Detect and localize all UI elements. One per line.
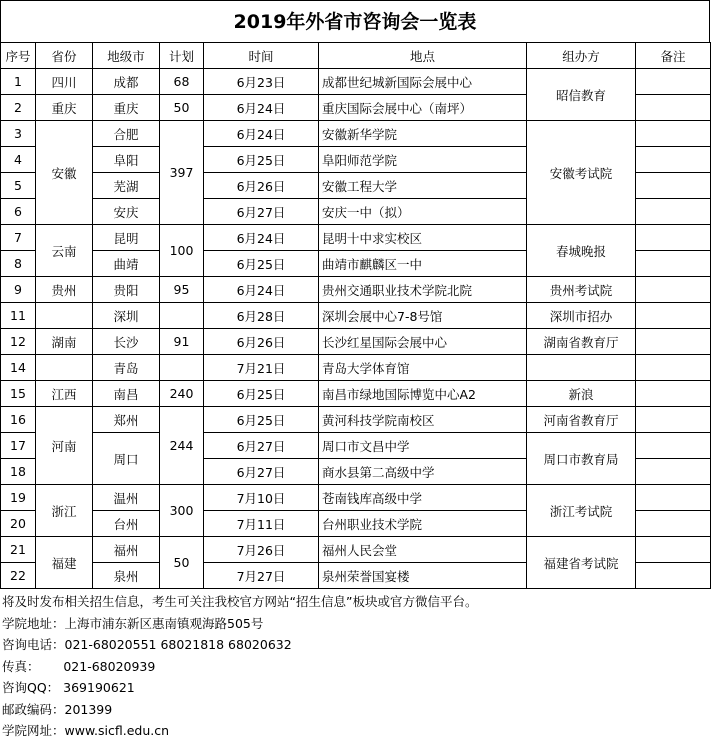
cell-city: 福州 [93, 537, 160, 563]
table-row [1, 225, 711, 251]
header-plan: 计划 [160, 43, 204, 69]
cell-city: 长沙 [93, 329, 160, 355]
cell-no: 8 [1, 251, 36, 277]
cell-organizer: 河南省教育厅 [527, 407, 636, 433]
cell-no: 3 [1, 121, 36, 147]
cell-no: 21 [1, 537, 36, 563]
cell-no: 5 [1, 173, 36, 199]
cell-plan: 50 [160, 95, 204, 121]
cell-remarks [636, 459, 711, 485]
cell-remarks [636, 381, 711, 407]
header-date: 时间 [204, 43, 319, 69]
cell-plan [160, 355, 204, 381]
cell-city: 安庆 [93, 199, 160, 225]
cell-no: 17 [1, 433, 36, 459]
cell-location: 成都世纪城新国际会展中心 [319, 69, 527, 95]
cell-date: 7月10日 [204, 485, 319, 511]
cell-date: 7月21日 [204, 355, 319, 381]
consultation-table [0, 42, 711, 589]
cell-location: 安徽新华学院 [319, 121, 527, 147]
cell-remarks [636, 329, 711, 355]
cell-location: 黄河科技学院南校区 [319, 407, 527, 433]
table-row [1, 485, 711, 511]
cell-date: 6月25日 [204, 147, 319, 173]
cell-location: 苍南钱库高级中学 [319, 485, 527, 511]
cell-no: 2 [1, 95, 36, 121]
cell-organizer: 安徽考试院 [527, 121, 636, 225]
cell-province: 江西 [36, 381, 93, 407]
cell-date: 6月28日 [204, 303, 319, 329]
cell-province: 四川 [36, 69, 93, 95]
address-line: 学院地址：上海市浦东新区惠南镇观海路505号 [2, 615, 264, 631]
cell-no: 20 [1, 511, 36, 537]
cell-location: 昆明十中求实校区 [319, 225, 527, 251]
website-line: 学院网址：www.sicfl.edu.cn [2, 723, 170, 738]
cell-remarks [636, 407, 711, 433]
cell-remarks [636, 147, 711, 173]
cell-city: 贵阳 [93, 277, 160, 303]
cell-no: 18 [1, 459, 36, 485]
cell-date: 6月26日 [204, 173, 319, 199]
cell-remarks [636, 95, 711, 121]
header-row [1, 43, 711, 69]
table-row [1, 69, 711, 95]
cell-organizer: 周口市教育局 [527, 433, 636, 485]
phone-line: 咨询电话：021-68020551 68021818 68020632 [2, 637, 292, 652]
cell-location: 周口市文昌中学 [319, 433, 527, 459]
cell-plan: 91 [160, 329, 204, 355]
cell-date: 6月24日 [204, 225, 319, 251]
contact-notes [2, 591, 477, 742]
cell-location: 贵州交通职业技术学院北院 [319, 277, 527, 303]
cell-remarks [636, 355, 711, 381]
cell-date: 7月26日 [204, 537, 319, 563]
cell-location: 福州人民会堂 [319, 537, 527, 563]
cell-date: 6月23日 [204, 69, 319, 95]
table-row [1, 355, 711, 381]
table-row [1, 329, 711, 355]
table-title: 2019年外省市咨询会一览表 [0, 0, 710, 42]
cell-remarks [636, 563, 711, 589]
cell-location: 安徽工程大学 [319, 173, 527, 199]
cell-province: 浙江 [36, 485, 93, 537]
cell-location: 深圳会展中心7-8号馆 [319, 303, 527, 329]
cell-city: 温州 [93, 485, 160, 511]
cell-location: 泉州荣誉国宴楼 [319, 563, 527, 589]
header-province: 省份 [36, 43, 93, 69]
cell-remarks [636, 225, 711, 251]
cell-city: 合肥 [93, 121, 160, 147]
cell-organizer: 浙江考试院 [527, 485, 636, 537]
cell-city: 昆明 [93, 225, 160, 251]
cell-city: 成都 [93, 69, 160, 95]
cell-plan: 68 [160, 69, 204, 95]
cell-plan [160, 303, 204, 329]
cell-city: 深圳 [93, 303, 160, 329]
cell-plan: 244 [160, 407, 204, 485]
cell-remarks [636, 433, 711, 459]
table-row [1, 537, 711, 563]
cell-province: 贵州 [36, 277, 93, 303]
table-row [1, 121, 711, 147]
cell-no: 22 [1, 563, 36, 589]
cell-no: 15 [1, 381, 36, 407]
cell-remarks [636, 303, 711, 329]
cell-organizer: 春城晚报 [527, 225, 636, 277]
cell-location: 商水县第二高级中学 [319, 459, 527, 485]
cell-remarks [636, 121, 711, 147]
cell-location: 阜阳师范学院 [319, 147, 527, 173]
cell-no: 11 [1, 303, 36, 329]
cell-location: 安庆一中（拟） [319, 199, 527, 225]
cell-date: 6月25日 [204, 381, 319, 407]
cell-organizer [527, 355, 636, 381]
cell-no: 6 [1, 199, 36, 225]
cell-date: 6月25日 [204, 251, 319, 277]
header-location: 地点 [319, 43, 527, 69]
cell-no: 12 [1, 329, 36, 355]
cell-remarks [636, 251, 711, 277]
cell-organizer: 贵州考试院 [527, 277, 636, 303]
cell-no: 14 [1, 355, 36, 381]
fax-line: 传真： 021-68020939 [2, 658, 156, 674]
cell-organizer: 湖南省教育厅 [527, 329, 636, 355]
cell-date: 6月27日 [204, 433, 319, 459]
cell-province: 福建 [36, 537, 93, 589]
cell-location: 青岛大学体育馆 [319, 355, 527, 381]
cell-location: 南昌市绿地国际博览中心A2 [319, 381, 527, 407]
cell-remarks [636, 173, 711, 199]
cell-plan: 95 [160, 277, 204, 303]
cell-plan: 240 [160, 381, 204, 407]
cell-remarks [636, 485, 711, 511]
qq-line: 咨询QQ： 369190621 [2, 680, 135, 695]
cell-remarks [636, 277, 711, 303]
cell-location: 台州职业技术学院 [319, 511, 527, 537]
cell-date: 7月27日 [204, 563, 319, 589]
header-city: 地级市 [93, 43, 160, 69]
cell-city: 郑州 [93, 407, 160, 433]
cell-date: 6月24日 [204, 121, 319, 147]
cell-province: 重庆 [36, 95, 93, 121]
cell-city: 阜阳 [93, 147, 160, 173]
cell-city: 周口 [93, 433, 160, 485]
notice-text: 将及时发布相关招生信息，考生可关注我校官方网站“招生信息”板块或官方微信平台。 [2, 594, 478, 609]
cell-location: 曲靖市麒麟区一中 [319, 251, 527, 277]
cell-city: 南昌 [93, 381, 160, 407]
cell-location: 长沙红星国际会展中心 [319, 329, 527, 355]
cell-city: 重庆 [93, 95, 160, 121]
cell-no: 1 [1, 69, 36, 95]
cell-remarks [636, 69, 711, 95]
postcode-line: 邮政编码：201399 [2, 701, 113, 717]
cell-date: 6月27日 [204, 199, 319, 225]
cell-province [36, 303, 93, 329]
header-no: 序号 [1, 43, 36, 69]
cell-date: 6月24日 [204, 277, 319, 303]
cell-province: 云南 [36, 225, 93, 277]
cell-organizer: 深圳市招办 [527, 303, 636, 329]
header-organizer: 组办方 [527, 43, 636, 69]
cell-date: 6月24日 [204, 95, 319, 121]
cell-no: 4 [1, 147, 36, 173]
cell-city: 台州 [93, 511, 160, 537]
cell-organizer: 福建省考试院 [527, 537, 636, 589]
cell-date: 6月27日 [204, 459, 319, 485]
cell-remarks [636, 199, 711, 225]
table-row [1, 381, 711, 407]
cell-date: 6月25日 [204, 407, 319, 433]
table-row [1, 407, 711, 433]
cell-remarks [636, 511, 711, 537]
cell-organizer: 新浪 [527, 381, 636, 407]
table-row [1, 277, 711, 303]
cell-plan: 50 [160, 537, 204, 589]
cell-province: 安徽 [36, 121, 93, 225]
cell-remarks [636, 537, 711, 563]
cell-no: 7 [1, 225, 36, 251]
cell-plan: 397 [160, 121, 204, 225]
cell-date: 6月26日 [204, 329, 319, 355]
cell-city: 曲靖 [93, 251, 160, 277]
cell-no: 9 [1, 277, 36, 303]
cell-plan: 300 [160, 485, 204, 537]
cell-date: 7月11日 [204, 511, 319, 537]
cell-province: 河南 [36, 407, 93, 485]
cell-no: 16 [1, 407, 36, 433]
cell-plan: 100 [160, 225, 204, 277]
header-remarks: 备注 [636, 43, 711, 69]
cell-province: 湖南 [36, 329, 93, 355]
cell-location: 重庆国际会展中心（南坪） [319, 95, 527, 121]
table-row [1, 303, 711, 329]
cell-city: 泉州 [93, 563, 160, 589]
cell-province [36, 355, 93, 381]
cell-city: 青岛 [93, 355, 160, 381]
cell-city: 芜湖 [93, 173, 160, 199]
cell-no: 19 [1, 485, 36, 511]
cell-organizer: 昭信教育 [527, 69, 636, 121]
table-row [1, 433, 711, 459]
